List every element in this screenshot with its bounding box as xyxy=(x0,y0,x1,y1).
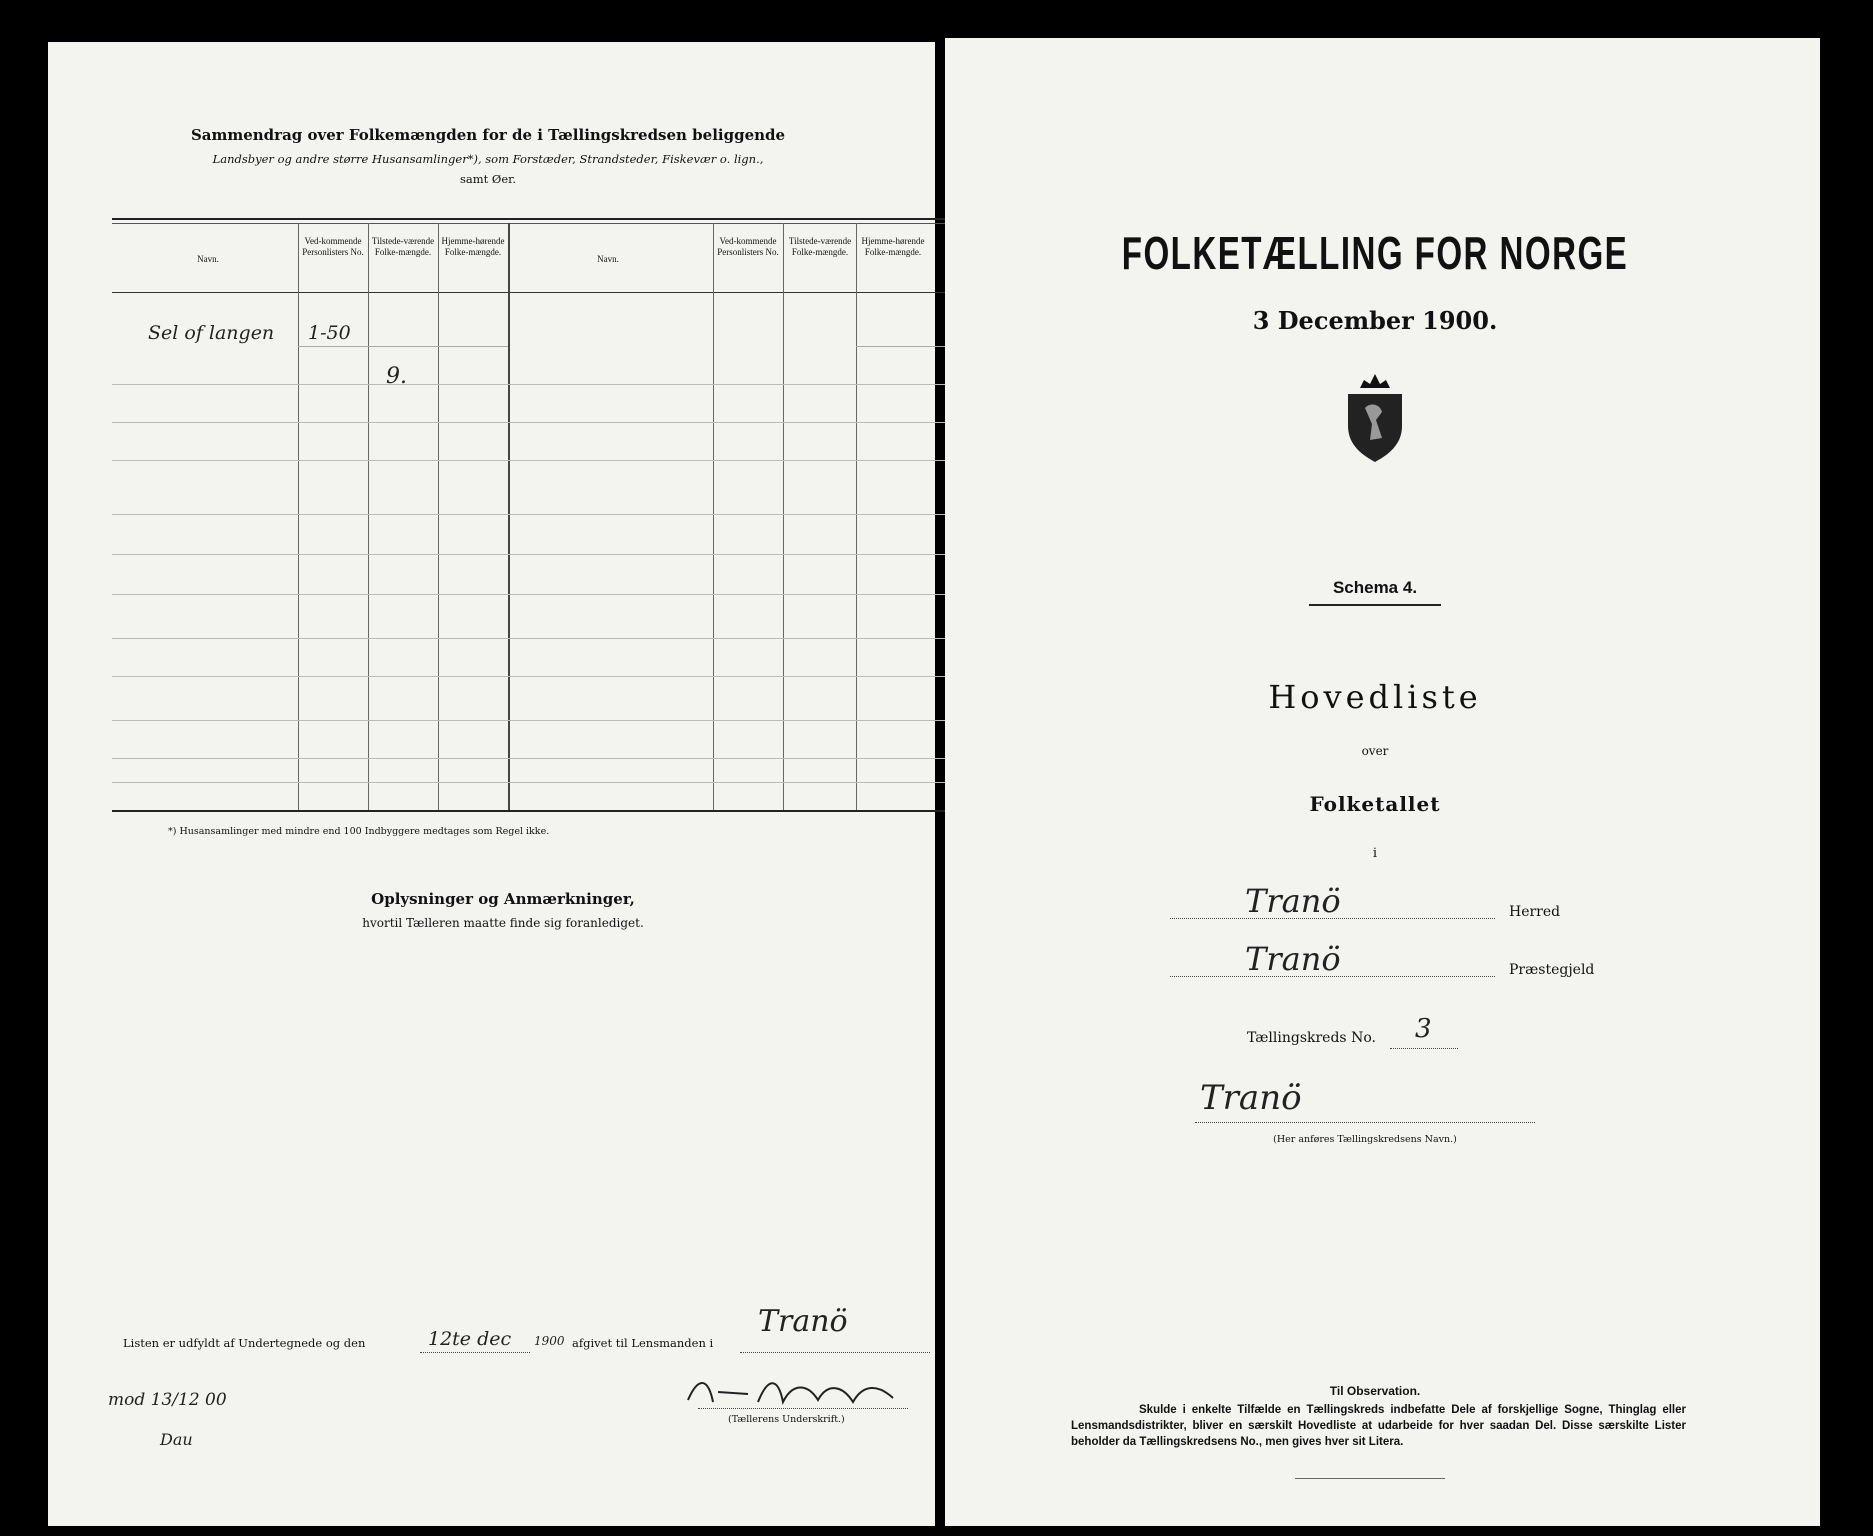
col-header-tilstede-1: Tilstede-værende Folke-mængde. xyxy=(371,236,435,257)
schema-label: Schema 4. xyxy=(1332,578,1418,597)
i-label: i xyxy=(1372,846,1378,861)
footnote: *) Husansamlinger med mindre end 100 Indbyggere medtages som Regel ikke. xyxy=(168,826,550,837)
sign-text-2: afgivet til Lensmanden i xyxy=(572,1336,714,1350)
sign-year: 1900 xyxy=(534,1334,565,1348)
census-title: FOLKETÆLLING FOR NORGE xyxy=(1121,227,1629,279)
prestegjeld-value: Tranö xyxy=(1245,940,1341,978)
col-header-tilstede-2: Tilstede-værende Folke-mængde. xyxy=(788,236,852,257)
observation-title: Til Observation. xyxy=(1329,1384,1421,1398)
summary-subheading-2: samt Øer. xyxy=(459,172,517,186)
remarks-subtitle: hvortil Tælleren maatte finde sig foranlediget. xyxy=(362,916,644,930)
sign-text-1: Listen er udfyldt af Undertegnede og den xyxy=(123,1336,366,1350)
row-1-nr: 1-50 xyxy=(308,322,351,344)
row-2-tilstede: 9. xyxy=(386,364,407,389)
folketallet-label: Folketallet xyxy=(1309,792,1441,816)
col-header-navn-1: Navn. xyxy=(197,254,219,264)
remarks-title: Oplysninger og Anmærkninger, xyxy=(371,890,635,908)
sign-place: Tranö xyxy=(758,1304,848,1339)
over-label: over xyxy=(1361,744,1389,758)
signature-scribble xyxy=(678,1372,908,1412)
sign-date: 12te dec xyxy=(428,1328,512,1350)
kreds-name-value: Tranö xyxy=(1200,1078,1302,1118)
census-date: 3 December 1900. xyxy=(1252,306,1498,335)
summary-subheading-1: Landsbyer og andre større Husansamlinger*), som Forstæder, Strandsteder, Fiskevær o. lign., xyxy=(212,152,764,166)
col-header-hjemme-2: Hjemme-hørende Folke-mængde. xyxy=(861,236,925,257)
herred-value: Tranö xyxy=(1245,882,1341,920)
kreds-name-caption: (Her anføres Tællingskredsens Navn.) xyxy=(1273,1134,1457,1145)
left-page xyxy=(48,42,935,1526)
col-header-navn-2: Navn. xyxy=(597,254,619,264)
col-header-nr-1: Ved-kommende Personlisters No. xyxy=(302,236,364,257)
kreds-label: Tællingskreds No. xyxy=(1247,1030,1376,1046)
right-page xyxy=(945,38,1820,1526)
col-header-nr-2: Ved-kommende Personlisters No. xyxy=(717,236,779,257)
list-title: Hovedliste xyxy=(1268,678,1482,716)
margin-note-1: mod 13/12 00 xyxy=(108,1390,227,1410)
signature-caption: (Tællerens Underskrift.) xyxy=(728,1414,845,1425)
herred-label: Herred xyxy=(1509,904,1561,920)
coat-of-arms-icon xyxy=(1340,368,1410,464)
kreds-value: 3 xyxy=(1415,1014,1432,1044)
prestegjeld-label: Præstegjeld xyxy=(1509,962,1595,978)
observation-text: Skulde i enkelte Tilfælde en Tællingskreds indbefatte Dele af forskjellige Sogne, Thinglag eller Lensmandsdistrikter, bliver en særskilt Hovedliste at udarbeide for hver saadan Del. Disse særskilte Lister beholder da Tællingskredsens No., men gives hver sit Litera. xyxy=(1071,1404,1686,1448)
summary-heading: Sammendrag over Folkemængden for de i Tællingskredsen beliggende xyxy=(190,126,786,144)
col-header-hjemme-1: Hjemme-hørende Folke-mængde. xyxy=(441,236,505,257)
row-1-navn: Sel of langen xyxy=(148,322,275,344)
margin-note-2: Dau xyxy=(160,1430,193,1449)
